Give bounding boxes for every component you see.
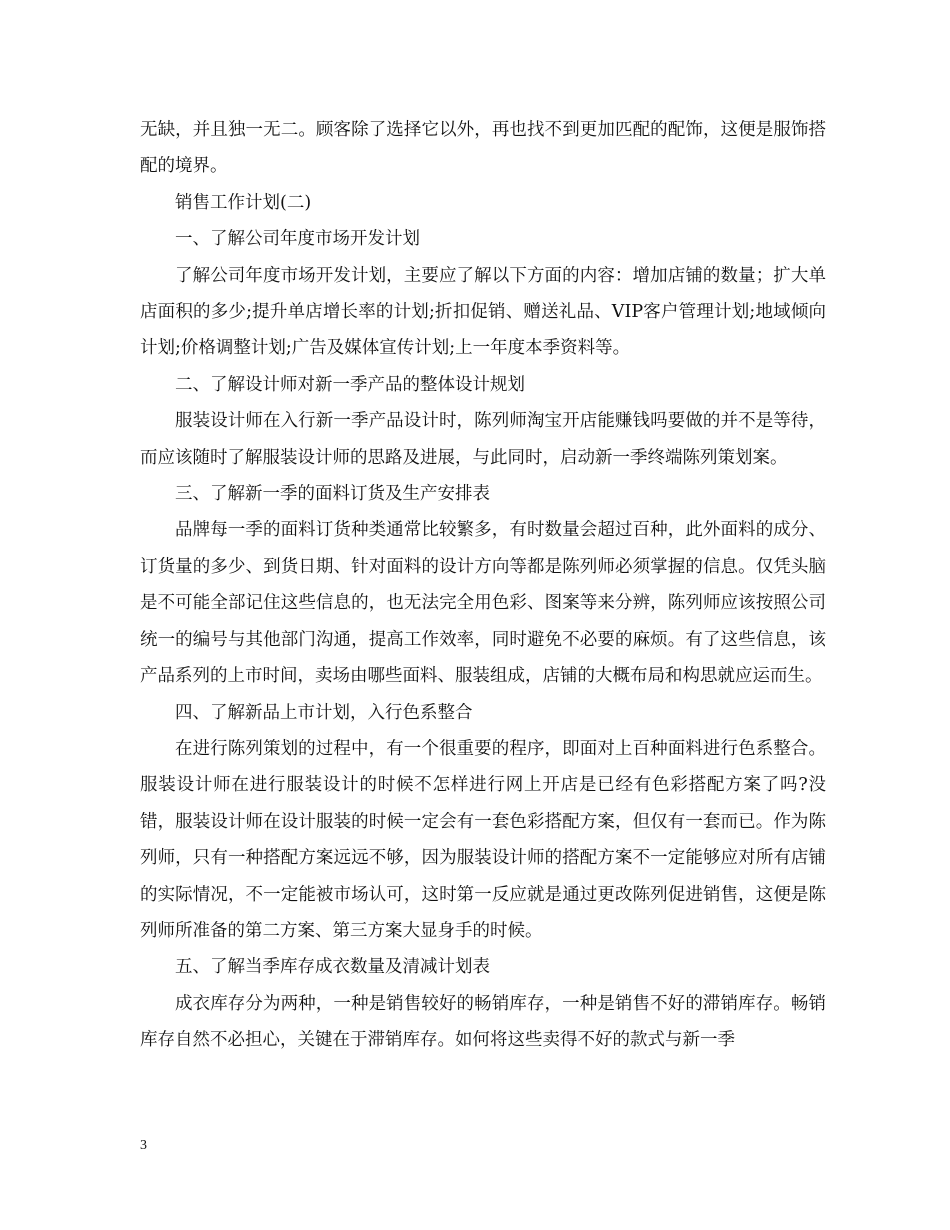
heading-4: 四、了解新品上市计划，入行色系整合	[175, 702, 473, 723]
paragraph-5: 成衣库存分为两种，一种是销售较好的畅销库存，一种是销售不好的滞销库存。畅销库存自然不必担心，关键在于滞销库存。如何将这些卖得不好的款式与新一季	[140, 993, 826, 1051]
paragraph-2: 服装设计师在入行新一季产品设计时，陈列师淘宝开店能赚钱吗要做的并不是等待，而应该随时了解服装设计师的思路及进展，与此同时，启动新一季终端陈列策划案。	[140, 411, 826, 468]
heading-1: 一、了解公司年度市场开发计划	[175, 229, 420, 250]
heading-3: 三、了解新一季的面料订货及生产安排表	[175, 484, 490, 505]
paragraph-1: 了解公司年度市场开发计划，主要应了解以下方面的内容：增加店铺的数量；扩大单店面积的多少;提升单店增长率的计划;折扣促销、赠送礼品、VIP客户管理计划;地域倾向计划;价格调整计划;广告及媒体宣传计划;上一年度本季资料等。	[140, 265, 826, 359]
paragraph-3: 品牌每一季的面料订货种类通常比较繁多，有时数量会超过百种，此外面料的成分、订货量的多少、到货日期、针对面料的设计方向等都是陈列师必须掌握的信息。仅凭头脑是不可能全部记住这些信息的，也无法完全用色彩、图案等来分辨，陈列师应该按照公司统一的编号与其他部门沟通，提高工作效率，同时避免不必要的麻烦。有了这些信息，该产品系列的上市时间，卖场由哪些面料、服装组成，店铺的大概布局和构思就应运而生。	[140, 520, 826, 687]
section-title: 销售工作计划(二)	[175, 192, 312, 213]
paragraph-continuation: 无缺，并且独一无二。顾客除了选择它以外，再也找不到更加匹配的配饰，这便是服饰搭配的境界。	[140, 120, 826, 177]
heading-2: 二、了解设计师对新一季产品的整体设计规划	[175, 374, 525, 395]
heading-5: 五、了解当季库存成衣数量及清减计划表	[175, 957, 490, 978]
page-number: 3	[140, 1138, 147, 1153]
document-body	[140, 112, 826, 1059]
paragraph-4: 在进行陈列策划的过程中，有一个很重要的程序，即面对上百种面料进行色系整合。服装设计师在进行服装设计的时候不怎样进行网上开店是已经有色彩搭配方案了吗?没错，服装设计师在设计服装的时候一定会有一套色彩搭配方案，但仅有一套而已。作为陈列师，只有一种搭配方案远远不够，因为服装设计师的搭配方案不一定能够应对所有店铺的实际情况，不一定能被市场认可，这时第一反应就是通过更改陈列促进销售，这便是陈列师所准备的第二方案、第三方案大显身手的时候。	[140, 738, 826, 941]
